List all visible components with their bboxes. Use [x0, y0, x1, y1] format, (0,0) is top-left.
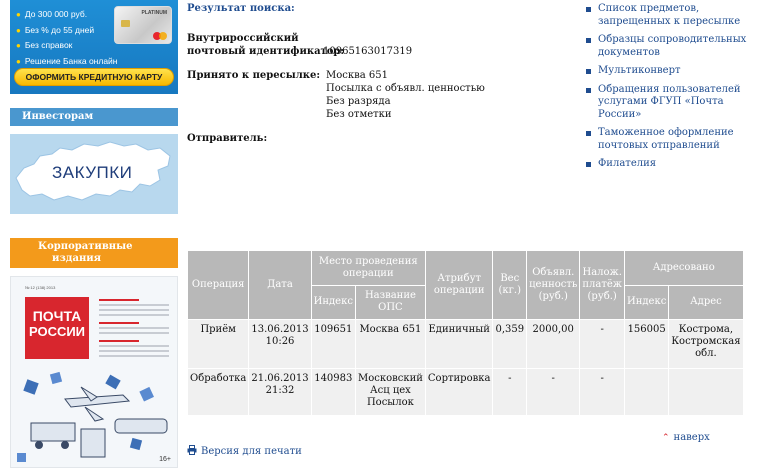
sender-label: Отправитель: — [187, 133, 268, 144]
card-brand-label: PLATINUM — [141, 10, 167, 16]
bullet-icon: ● — [16, 25, 21, 35]
table-row: Обработка 21.06.2013 21:32 140983 Московский Асц цех Посылок Сортировка - - - — [188, 369, 743, 415]
identifier-label: Внутрироссийский почтовый идентификатор: — [187, 33, 345, 57]
link-multienvelope[interactable]: Мультиконверт — [584, 65, 754, 78]
pochta-rossii-logo: ПОЧТА РОССИИ — [25, 297, 89, 359]
bullet-icon: ● — [16, 56, 21, 66]
accepted-label: Принято к пересылке: — [187, 70, 321, 81]
col-addr-address: Адрес — [669, 286, 742, 320]
zakupki-label: ЗАКУПКИ — [52, 163, 133, 182]
credit-benefits-list — [16, 7, 118, 69]
credit-benefit: ● До 300 000 руб. — [16, 9, 88, 19]
link-customs-clearance[interactable]: Таможенное оформление почтовых отправлений — [584, 127, 754, 152]
corporate-label-line: издания — [52, 253, 102, 264]
col-cod: Налож. платёж (руб.) — [580, 251, 624, 319]
col-declared-value: Объявл. ценность (руб.) — [527, 251, 579, 319]
printer-icon — [187, 445, 197, 455]
left-sidebar — [10, 0, 178, 468]
age-rating-badge: 16+ — [159, 456, 171, 463]
corporate-label-line: Корпоративные — [38, 241, 133, 252]
mastercard-icon — [153, 32, 167, 40]
magazine-issue-number: № 12 (138) 2013 — [25, 285, 56, 290]
bullet-icon: ● — [16, 41, 21, 50]
link-prohibited-items[interactable]: Список предметов, запрещенных к пересылке — [584, 3, 754, 28]
search-result-title: Результат поиска: — [187, 3, 295, 14]
bullet-icon: ● — [16, 10, 21, 19]
col-attribute: Атрибут операции — [426, 251, 493, 319]
double-chevron-up-icon: ⌃ — [662, 433, 670, 443]
col-addressed: Адресовано — [625, 251, 743, 285]
accepted-values: Москва 651 Посылка с объявл. ценностью Без разряда Без отметки — [326, 70, 485, 120]
table-row: Приём 13.06.2013 10:26 109651 Москва 651 Единичный 0,359 2000,00 - 156005 Кострома, Костромская обл. — [188, 320, 743, 368]
col-weight: Вес (кг.) — [493, 251, 526, 319]
tracking-history-table — [187, 250, 744, 416]
magazine-illustration — [11, 367, 178, 467]
col-date: Дата — [249, 251, 310, 319]
identifier-value: 10965163017319 — [323, 46, 413, 57]
zakupki-banner[interactable] — [10, 134, 178, 214]
col-addr-index: Индекс — [625, 286, 668, 320]
col-operation: Операция — [188, 251, 248, 319]
col-place: Место проведения операции — [312, 251, 425, 285]
col-place-index: Индекс — [312, 286, 355, 320]
credit-benefit: ● Без % до 55 дней — [16, 24, 95, 35]
credit-benefit: ● Решение Банка онлайн — [16, 55, 118, 66]
link-philately[interactable]: Филателия — [584, 158, 754, 171]
credit-benefit: ● Без справок — [16, 40, 73, 50]
back-to-top-link[interactable]: ⌃ наверх — [662, 432, 710, 443]
credit-card-image — [114, 6, 172, 44]
magazine-contents-lines — [99, 299, 169, 360]
link-document-samples[interactable]: Образцы сопроводительных документов — [584, 34, 754, 59]
card-chip-icon — [121, 20, 130, 27]
corporate-publications-link[interactable] — [10, 238, 178, 268]
magazine-cover[interactable] — [10, 276, 178, 468]
credit-card-banner[interactable] — [10, 0, 178, 94]
useful-links-list — [584, 3, 754, 177]
print-version-link[interactable]: Версия для печати — [187, 445, 302, 457]
col-place-name: Название ОПС — [356, 286, 425, 320]
link-user-appeals[interactable]: Обращения пользователей услугами ФГУП «Почта России» — [584, 84, 754, 122]
investors-link[interactable]: Инвесторам — [10, 108, 178, 126]
apply-credit-card-button[interactable]: ОФОРМИТЬ КРЕДИТНУЮ КАРТУ — [14, 68, 174, 86]
